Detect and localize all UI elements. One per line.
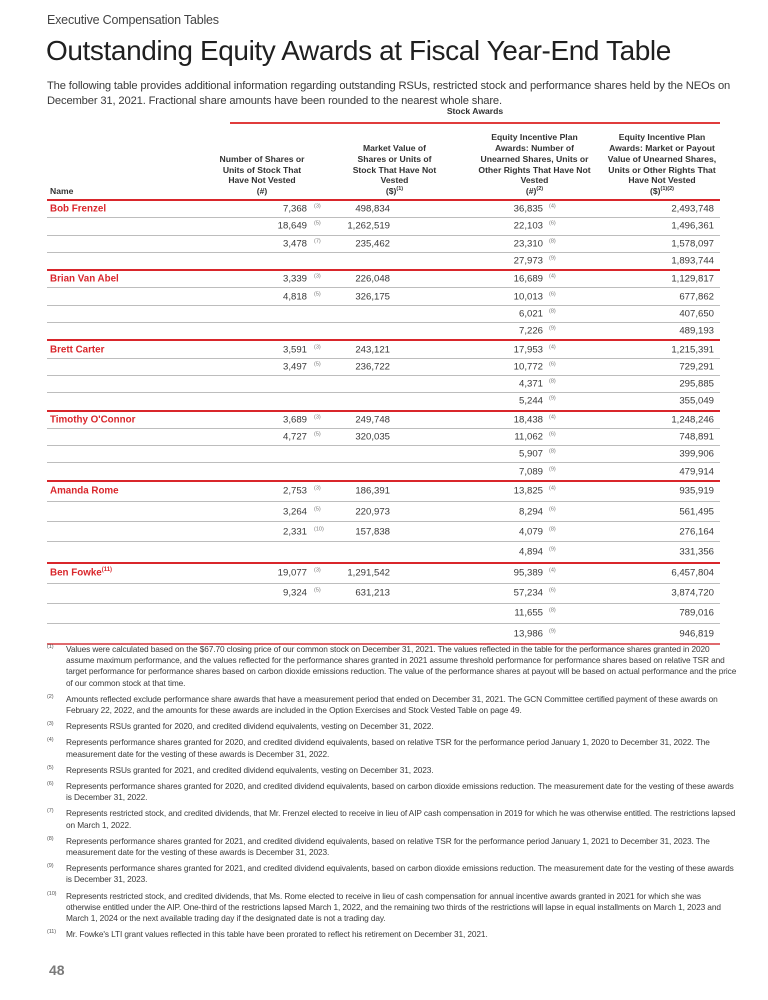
unearned-footnote-ref: (8) (549, 308, 556, 315)
executive-group (47, 201, 720, 271)
unearned-shares: 22,103 (513, 220, 543, 232)
executive-name: Amanda Rome (50, 485, 119, 497)
shares-footnote-ref: (5) (314, 291, 321, 298)
unearned-shares: 11,655 (514, 607, 543, 619)
shares-not-vested: 3,264 (282, 506, 307, 518)
market-value: 1,291,542 (347, 567, 390, 579)
table-row (47, 604, 720, 624)
footnote-number: (8) (47, 835, 54, 842)
shares-footnote-ref: (3) (314, 485, 321, 492)
payout-value: 1,496,361 (671, 220, 714, 232)
unearned-shares: 4,371 (518, 378, 543, 390)
unearned-shares: 23,310 (513, 238, 543, 250)
table-row (47, 218, 720, 235)
shares-not-vested: 4,727 (282, 431, 307, 443)
unearned-shares: 10,013 (513, 291, 543, 303)
shares-footnote-ref: (3) (314, 344, 321, 351)
column-header-unearned-shares: Equity Incentive Plan Awards: Number of Unearned Shares, Units or Other Rights That Have Not Vested (#)$^{(2)}$ (478, 132, 591, 197)
outstanding-equity-awards-table (47, 125, 720, 645)
table-row (47, 359, 720, 376)
footnote-text: Represents performance shares granted for 2020, and credited dividend equivalents, based on carbon dioxide emissions reduction. The measurement date for the vesting of these awards is December 31, 2022. (66, 781, 734, 803)
market-value: 249,748 (355, 414, 390, 426)
unearned-shares: 36,835 (513, 203, 543, 215)
footnote-number: (7) (47, 808, 54, 815)
footnote-text: Amounts reflected exclude performance share awards that have a measurement period that ended on December 31, 2021. The GCN Committee certified payment of these awards on February 22, 2022, and the amounts for these awards are included in the Option Exercises and Stock Vested Table on page 49. (66, 693, 718, 716)
shares-not-vested: 18,649 (277, 220, 307, 232)
column-header-name: Name (50, 186, 74, 197)
table-row (47, 288, 720, 305)
unearned-shares: 17,953 (513, 344, 543, 356)
unearned-footnote-ref: (8) (549, 238, 556, 245)
footnote-text: Represents performance shares granted for 2021, and credited dividend equivalents, based on carbon dioxide emissions reduction. The measurement date for the vesting of these awards is December 31, 2023. (66, 863, 734, 885)
payout-value: 729,291 (679, 361, 714, 373)
unearned-footnote-ref: (8) (549, 448, 556, 455)
unearned-footnote-ref: (9) (549, 396, 556, 403)
unearned-shares: 5,244 (518, 395, 543, 407)
unearned-footnote-ref: (6) (549, 361, 556, 368)
executive-name: Bob Frenzel (50, 203, 107, 215)
unearned-shares: 7,226 (518, 325, 543, 337)
footnote-number: (6) (47, 781, 54, 788)
footnote (47, 891, 737, 925)
footnote (47, 781, 737, 803)
unearned-footnote-ref: (9) (549, 628, 556, 635)
shares-footnote-ref: (3) (314, 203, 321, 210)
market-value: 226,048 (355, 273, 390, 285)
unearned-footnote-ref: (4) (549, 567, 556, 574)
unearned-footnote-ref: (4) (549, 344, 556, 351)
footnote (47, 644, 737, 689)
footnote (47, 863, 737, 885)
footnote (47, 765, 737, 776)
footnote-number: (2) (47, 693, 54, 700)
table-row (47, 502, 720, 522)
payout-value: 1,893,744 (671, 255, 714, 267)
footnote-text: Represents restricted stock, and credited dividends, that Mr. Frenzel elected to receive in lieu of AIP cash compensation in 2019 for which he was otherwise entitled. The restrictions lapsed on March 1, 2022. (66, 808, 736, 830)
unearned-footnote-ref: (6) (549, 587, 556, 594)
table-row (47, 429, 720, 446)
executive-name: Brian Van Abel (50, 273, 119, 285)
executive-group (47, 271, 720, 341)
executive-name: Timothy O'Connor (50, 414, 136, 426)
shares-footnote-ref: (5) (314, 587, 321, 594)
footnote-text: Represents RSUs granted for 2020, and credited dividend equivalents, vesting on December 31, 2022. (66, 721, 434, 732)
table-body (47, 201, 720, 645)
footnote (47, 808, 737, 830)
unearned-shares: 7,089 (518, 466, 543, 478)
footnote-text: Values were calculated based on the $67.70 closing price of our common stock on December 31, 2021. The values reflected in the table for the performance shares granted in 2020 assume maximum performance, and the values reflected for the performance shares granted in 2021 assume threshold performance for performance shares based on relative TSR and target performance for performance shares based on carbon dioxide emissions reduction. The value of the performance shares at payout will be based on actual performance and the price of our common stock at that time. (66, 644, 737, 688)
table-row (47, 376, 720, 393)
shares-not-vested: 19,077 (277, 567, 307, 579)
market-value: 235,462 (355, 238, 390, 250)
footnote-text: Mr. Fowke's LTI grant values reflected in this table have been prorated to reflect his retirement on December 31, 2021. (66, 929, 488, 940)
shares-footnote-ref: (3) (314, 273, 321, 280)
footnote (47, 929, 737, 940)
market-value: 236,722 (355, 361, 390, 373)
shares-not-vested: 4,818 (282, 291, 307, 303)
payout-value: 489,193 (679, 325, 714, 337)
payout-value: 355,049 (679, 395, 714, 407)
unearned-shares: 27,973 (513, 255, 543, 267)
shares-footnote-ref: (5) (314, 221, 321, 228)
table-row (47, 393, 720, 409)
market-value: 631,213 (355, 587, 390, 599)
payout-value: 561,495 (679, 506, 714, 518)
table-row (47, 584, 720, 604)
column-header-market-value: Market Value of Shares or Units of Stock That Have Not Vested ($)$^{(1)}$ (352, 143, 437, 197)
unearned-shares: 8,294 (518, 506, 543, 518)
page-title: Outstanding Equity Awards at Fiscal Year-End Table (46, 35, 671, 66)
unearned-shares: 18,438 (513, 414, 543, 426)
section-label: Executive Compensation Tables (47, 13, 219, 27)
table-row (47, 463, 720, 479)
payout-value: 6,457,804 (671, 567, 714, 579)
table-row (47, 341, 720, 358)
payout-value: 946,819 (679, 628, 714, 640)
table-row (47, 542, 720, 561)
unearned-shares: 4,894 (518, 546, 543, 558)
executive-group (47, 482, 720, 564)
shares-footnote-ref: (10) (314, 526, 324, 533)
shares-not-vested: 3,591 (282, 344, 307, 356)
market-value: 320,035 (355, 431, 390, 443)
shares-footnote-ref: (5) (314, 361, 321, 368)
shares-footnote-ref: (3) (314, 567, 321, 574)
table-row (47, 201, 720, 218)
shares-not-vested: 7,368 (282, 203, 307, 215)
shares-not-vested: 3,689 (282, 414, 307, 426)
unearned-shares: 95,389 (513, 567, 543, 579)
payout-value: 677,862 (679, 291, 714, 303)
footnote-number: (4) (47, 737, 54, 744)
footnotes (47, 644, 737, 945)
unearned-footnote-ref: (9) (549, 255, 556, 262)
column-header-shares-not-vested: Number of Shares or Units of Stock That Have Not Vested (#) (219, 153, 305, 197)
market-value: 498,834 (355, 203, 390, 215)
shares-not-vested: 2,331 (282, 526, 307, 538)
unearned-shares: 5,907 (518, 448, 543, 460)
payout-value: 479,914 (679, 466, 714, 478)
footnote-number: (10) (47, 890, 57, 897)
executive-group (47, 341, 720, 411)
unearned-footnote-ref: (4) (549, 485, 556, 492)
market-value: 243,121 (355, 344, 390, 356)
shares-not-vested: 2,753 (282, 485, 307, 497)
unearned-footnote-ref: (6) (549, 506, 556, 513)
table-header (47, 125, 720, 201)
unearned-shares: 10,772 (513, 361, 543, 373)
footnote (47, 737, 737, 759)
unearned-shares: 4,079 (518, 526, 543, 538)
unearned-footnote-ref: (8) (549, 378, 556, 385)
table-row (47, 306, 720, 323)
footnote-number: (9) (47, 863, 54, 870)
intro-paragraph: The following table provides additional information regarding outstanding RSUs, restricted stock and performance shares held by the NEOs on December 31, 2021. Fractional share amounts have been rounded to the nearest whole share. (47, 80, 731, 107)
unearned-footnote-ref: (9) (549, 546, 556, 553)
shares-not-vested: 3,478 (282, 238, 307, 250)
footnote (47, 694, 737, 716)
footnote (47, 836, 737, 858)
footnote-number: (11) (47, 929, 56, 936)
market-value: 157,838 (355, 526, 390, 538)
shares-not-vested: 9,324 (282, 587, 307, 599)
payout-value: 1,215,391 (671, 344, 714, 356)
payout-value: 399,906 (679, 448, 714, 460)
payout-value: 1,578,097 (671, 238, 714, 250)
page-number: 48 (49, 962, 65, 978)
payout-value: 295,885 (679, 378, 714, 390)
payout-value: 3,874,720 (671, 587, 714, 599)
shares-footnote-ref: (7) (314, 238, 321, 245)
market-value: 326,175 (355, 291, 390, 303)
unearned-footnote-ref: (4) (549, 273, 556, 280)
unearned-footnote-ref: (4) (549, 203, 556, 210)
table-row (47, 271, 720, 288)
market-value: 1,262,519 (347, 220, 390, 232)
executive-group (47, 412, 720, 482)
payout-value: 789,016 (679, 607, 714, 619)
payout-value: 1,248,246 (671, 414, 714, 426)
table-row (47, 624, 720, 643)
footnote-text: Represents restricted stock, and credited dividends, that Ms. Rome elected to receive in lieu of cash compensation for annual incentive awards granted in 2021 for which she was otherwise entitled under the AIP. One-third of the restrictions lapsed March 1, 2022, and the remaining two thirds of the restrictions will lapse in equal installments on March 1, 2023 and March 1, 2024 or the next available trading day if the designated date is not a trading day. (66, 890, 721, 924)
unearned-shares: 16,689 (513, 273, 543, 285)
unearned-shares: 13,825 (513, 485, 543, 497)
unearned-shares: 57,234 (513, 587, 543, 599)
unearned-shares: 13,986 (513, 628, 543, 640)
market-value: 186,391 (355, 485, 390, 497)
table-row (47, 564, 720, 584)
payout-value: 935,919 (679, 485, 714, 497)
unearned-footnote-ref: (9) (549, 466, 556, 473)
payout-value: 276,164 (679, 526, 714, 538)
footnote-number: (3) (47, 721, 54, 728)
executive-group (47, 564, 720, 646)
footnote-text: Represents performance shares granted for 2021, and credited dividend equivalents, based on relative TSR for the performance period January 1, 2021 to December 31, 2023. The measurement date for the vesting of these awards is December 31, 2023. (66, 835, 710, 858)
stock-awards-rule (230, 122, 720, 124)
stock-awards-group-header: Stock Awards (446, 106, 504, 116)
unearned-footnote-ref: (6) (549, 431, 556, 438)
payout-value: 2,493,748 (671, 203, 714, 215)
table-row (47, 412, 720, 429)
column-header-payout-value: Equity Incentive Plan Awards: Market or Payout Value of Unearned Shares, Units or Other Rights That Have Not Vested ($)$^{(1)(2)}$ (607, 132, 717, 197)
unearned-shares: 11,062 (514, 431, 543, 443)
table-row (47, 323, 720, 339)
table-row (47, 522, 720, 542)
unearned-footnote-ref: (9) (549, 325, 556, 332)
unearned-footnote-ref: (6) (549, 291, 556, 298)
unearned-footnote-ref: (8) (549, 526, 556, 533)
shares-footnote-ref: (3) (314, 414, 321, 421)
unearned-footnote-ref: (4) (549, 414, 556, 421)
executive-name: Ben Fowke$^{(11)}$ (50, 567, 113, 579)
table-row (47, 446, 720, 463)
table-row (47, 482, 720, 502)
payout-value: 407,650 (679, 308, 714, 320)
table-row (47, 253, 720, 269)
unearned-shares: 6,021 (518, 308, 543, 320)
executive-name: Brett Carter (50, 344, 105, 356)
footnote-number: (5) (47, 764, 54, 771)
shares-footnote-ref: (5) (314, 431, 321, 438)
unearned-footnote-ref: (6) (549, 221, 556, 228)
payout-value: 748,891 (679, 431, 714, 443)
payout-value: 1,129,817 (671, 273, 714, 285)
table-row (47, 236, 720, 253)
footnote-text: Represents RSUs granted for 2021, and credited dividend equivalents, vesting on December 31, 2023. (66, 764, 434, 775)
footnote-text: Represents performance shares granted for 2020, and credited dividend equivalents, based on relative TSR for the performance period January 1, 2020 to December 31, 2022. The measurement date for the vesting of these awards is December 31, 2022. (66, 737, 710, 759)
footnote-number: (1) (47, 644, 54, 650)
footnote (47, 721, 737, 732)
payout-value: 331,356 (679, 546, 714, 558)
shares-not-vested: 3,497 (282, 361, 307, 373)
shares-footnote-ref: (5) (314, 506, 321, 513)
shares-not-vested: 3,339 (282, 273, 307, 285)
unearned-footnote-ref: (8) (549, 608, 556, 615)
market-value: 220,973 (355, 506, 390, 518)
